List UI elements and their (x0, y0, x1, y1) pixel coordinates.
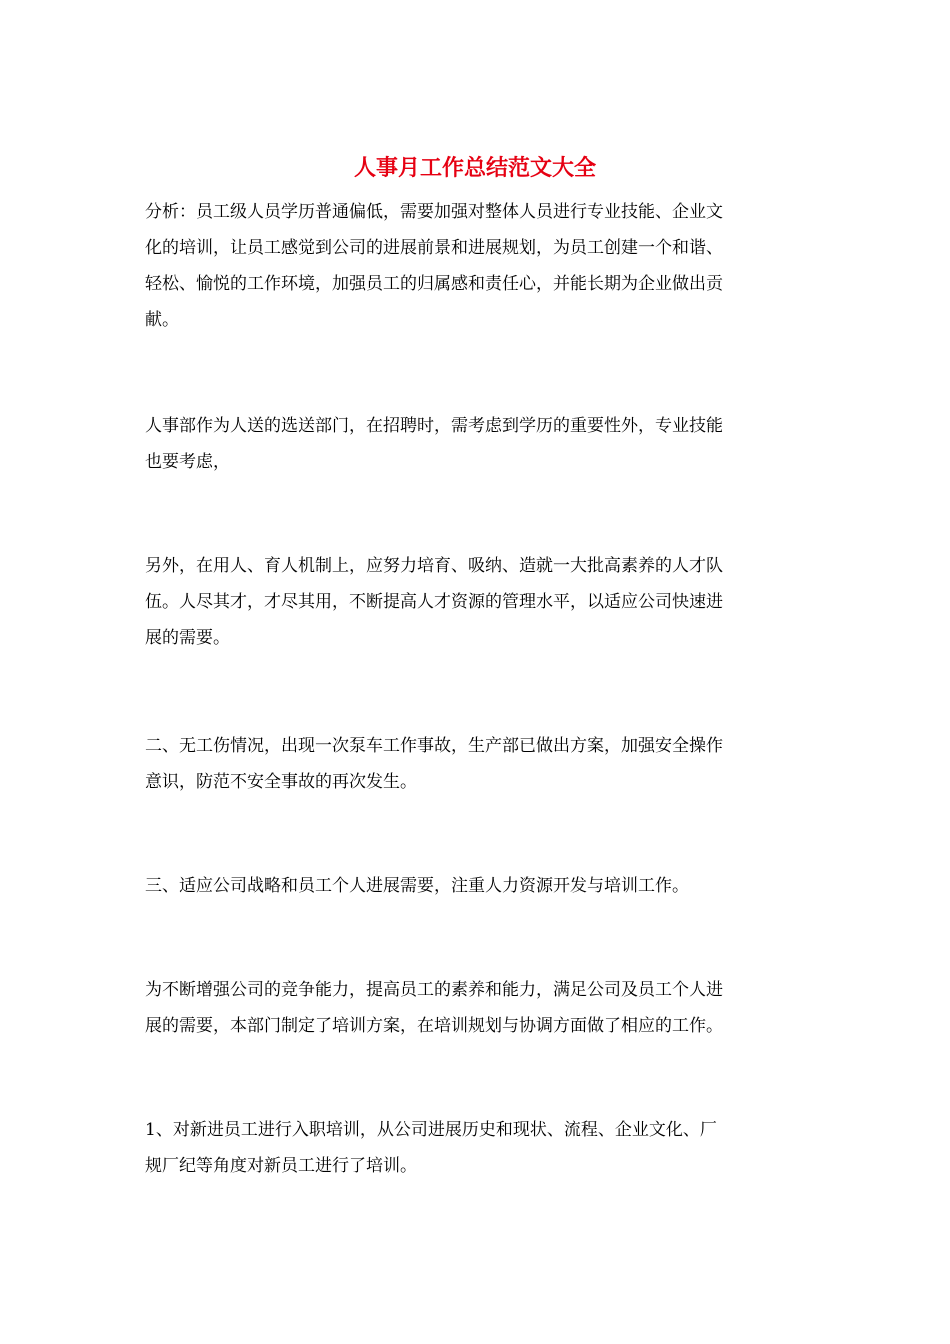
paragraph-line: 化的培训，让员工感觉到公司的进展前景和进展规划，为员工创建一个和谐、 (145, 238, 723, 258)
paragraph-line: 意识，防范不安全事故的再次发生。 (145, 772, 417, 792)
paragraph-analysis (145, 194, 811, 338)
paragraph-line: 伍。人尽其才，才尽其用，不断提高人才资源的管理水平，以适应公司快速进 (145, 592, 723, 612)
paragraph-strategy (145, 868, 811, 904)
paragraph-line: 轻松、愉悦的工作环境，加强员工的归属感和责任心，并能长期为企业做出贡 (145, 274, 723, 294)
paragraph-line: 1、对新进员工进行入职培训，从公司进展历史和现状、流程、企业文化、厂 (145, 1120, 717, 1140)
paragraph-safety (145, 728, 811, 800)
paragraph-onboarding (145, 1112, 811, 1184)
paragraph-line: 展的需要。 (145, 628, 230, 648)
paragraph-line: 二、无工伤情况，出现一次泵车工作事故，生产部已做出方案，加强安全操作 (145, 736, 723, 756)
paragraph-talent (145, 548, 811, 656)
paragraph-line: 献。 (145, 310, 179, 330)
paragraph-line: 人事部作为人送的选送部门，在招聘时，需考虑到学历的重要性外，专业技能 (145, 416, 723, 436)
paragraph-line: 分析：员工级人员学历普通偏低，需要加强对整体人员进行专业技能、企业文 (145, 202, 723, 222)
paragraph-recruitment (145, 408, 811, 480)
paragraph-line: 为不断增强公司的竞争能力，提高员工的素养和能力，满足公司及员工个人进 (145, 980, 723, 1000)
paragraph-line: 也要考虑， (145, 452, 230, 472)
paragraph-training-plan (145, 972, 811, 1044)
paragraph-line: 规厂纪等角度对新员工进行了培训。 (145, 1156, 417, 1176)
document-title: 人事月工作总结范文大全 (353, 155, 596, 181)
paragraph-line: 展的需要，本部门制定了培训方案，在培训规划与协调方面做了相应的工作。 (145, 1016, 723, 1036)
paragraph-line: 另外，在用人、育人机制上，应努力培育、吸纳、造就一大批高素养的人才队 (145, 556, 723, 576)
paragraph-line: 三、适应公司战略和员工个人进展需要，注重人力资源开发与培训工作。 (145, 876, 689, 896)
